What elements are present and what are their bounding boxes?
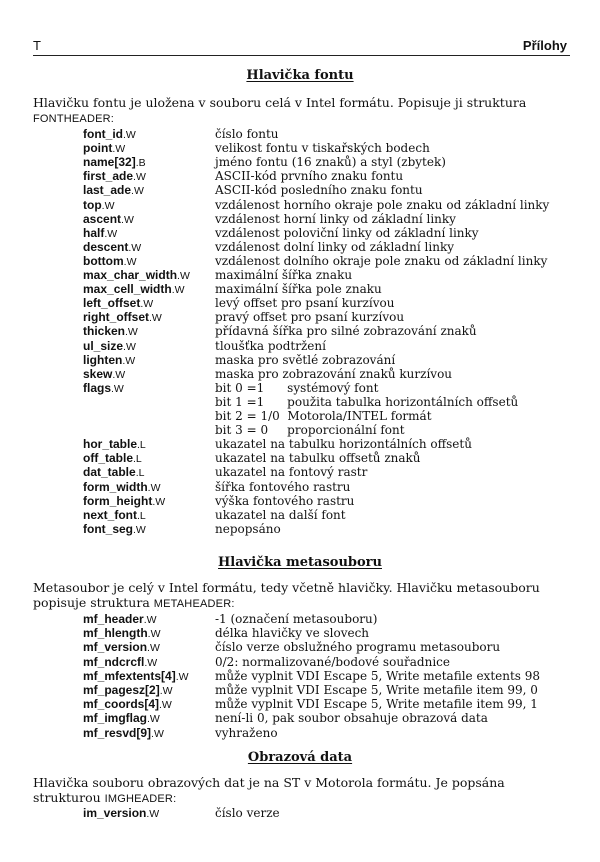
field-identifier: mf_header (83, 612, 144, 626)
field-row (0, 339, 600, 353)
field-name (83, 451, 142, 466)
field-row (0, 395, 600, 409)
field-description: číslo verze (215, 806, 280, 820)
field-identifier: im_version (83, 806, 147, 820)
field-row (0, 522, 600, 536)
field-type: .W (151, 727, 164, 740)
field-description: není-li 0, pak soubor obsahuje obrazová data (215, 711, 488, 726)
field-row (0, 240, 600, 254)
field-type: .W (147, 481, 161, 494)
field-description: vzdálenost horního okraje pole znaku od základní linky (215, 197, 550, 212)
field-row (0, 465, 600, 479)
field-identifier: mf_resvd[9] (83, 725, 152, 740)
running-header-letter: T (33, 38, 41, 53)
field-identifier: mf_mfextents[4] (83, 668, 176, 683)
field-identifier: right_offset (83, 310, 149, 325)
field-name (83, 480, 161, 495)
field-name (83, 310, 162, 325)
field-name (83, 169, 146, 184)
field-type: .W (131, 185, 144, 198)
field-name (83, 367, 125, 382)
field-row (0, 127, 600, 141)
field-identifier: font_seg (83, 521, 134, 536)
field-identifier: font_id (83, 127, 123, 141)
field-description: délka hlavičky ve slovech (215, 626, 370, 641)
field-identifier: form_width (83, 479, 148, 494)
field-type: .W (112, 368, 126, 381)
field-row (0, 612, 600, 626)
field-type: .W (147, 642, 160, 655)
field-name (83, 697, 172, 712)
field-row (0, 508, 600, 522)
field-name (83, 183, 144, 198)
field-row (0, 155, 600, 169)
running-header-section: Přílohy (522, 38, 567, 53)
field-type: .W (177, 270, 190, 282)
field-name (83, 640, 160, 655)
field-name (83, 711, 160, 726)
image-data-intro-line2: strukturou (33, 789, 101, 805)
field-description: může vyplnit VDI Escape 5, Write metafile extents 98 (215, 668, 541, 683)
field-row (0, 310, 600, 324)
image-data-intro (33, 776, 578, 806)
field-type: .W (123, 129, 136, 141)
font-header-intro-line1: Hlavičku fontu je uložena v souboru celá v Intel formátu. Popisuje ji struktura (33, 95, 527, 110)
field-name (83, 683, 173, 698)
field-row (0, 212, 600, 226)
field-type: .W (140, 298, 154, 311)
field-type: .W (128, 241, 142, 254)
field-description: může vyplnit VDI Escape 5, Write metafile item 99, 0 (215, 683, 538, 697)
field-description: levý offset pro psaní kurzívou (215, 296, 395, 311)
field-description: maska pro světlé zobrazování (215, 352, 396, 367)
field-type: .W (121, 213, 134, 226)
field-row (0, 640, 600, 654)
section-title-image-data: Obrazová data (247, 750, 353, 765)
field-description: tloušťka podtržení (215, 338, 326, 353)
field-type: .W (125, 326, 138, 339)
field-name (83, 339, 136, 354)
field-description: bit 1 =1 použita tabulka horizontálních offsetů (215, 394, 519, 409)
field-row (0, 268, 600, 282)
field-description: jméno fontu (16 znaků) a styl (zbytek) (215, 155, 446, 170)
field-name (83, 612, 157, 627)
field-name (83, 155, 146, 170)
field-description: šířka fontového rastru (215, 479, 351, 494)
field-identifier: mf_hlength (83, 626, 148, 641)
header-rule (33, 55, 570, 56)
field-description: ukazatel na tabulku horizontálních offsetů (215, 437, 472, 452)
field-identifier: max_char_width (83, 268, 178, 282)
field-type: .W (147, 628, 161, 641)
meta-header-intro-line1: Metasoubor je celý v Intel formátu, tedy včetně hlavičky. Hlavičku metasouboru (33, 580, 540, 595)
field-type: .W (133, 523, 146, 536)
field-identifier: mf_pagesz[2] (83, 683, 160, 697)
field-identifier: mf_coords[4] (83, 697, 160, 712)
field-type: .W (159, 699, 172, 712)
field-identifier: dat_table (83, 465, 136, 480)
field-type: .W (144, 656, 158, 669)
field-identifier: max_cell_width (83, 282, 172, 297)
field-type: .W (175, 670, 189, 683)
field-description: vyhraženo (215, 725, 278, 740)
meta-header-struct-name: METAHEADER: (153, 597, 235, 610)
field-name (83, 324, 138, 339)
field-row (0, 226, 600, 240)
field-description: bit 3 = 0 proporcionální font (215, 423, 405, 438)
field-name (83, 353, 135, 368)
field-row (0, 494, 600, 508)
field-name (83, 381, 124, 396)
field-type: .W (112, 143, 126, 156)
field-description: ASCII-kód posledního znaku fontu (215, 183, 423, 198)
field-type: .W (143, 614, 157, 626)
field-identifier: bottom (83, 253, 124, 268)
field-type: .W (152, 495, 166, 508)
field-description: bit 0 =1 systémový font (215, 380, 379, 395)
field-description: pravý offset pro psaní kurzívou (215, 310, 405, 325)
field-type: .L (133, 453, 142, 466)
field-identifier: mf_version (83, 640, 148, 655)
field-row (0, 726, 600, 740)
field-identifier: lighten (83, 352, 123, 367)
meta-header-intro (33, 581, 578, 611)
field-type: .W (149, 312, 162, 325)
field-name (83, 240, 141, 255)
field-type: .W (159, 685, 173, 697)
field-type: .W (133, 171, 146, 184)
field-name (83, 226, 117, 241)
field-type: .L (137, 509, 146, 522)
field-identifier: flags (83, 380, 112, 395)
field-row (0, 697, 600, 711)
field-description: ukazatel na další font (215, 507, 346, 522)
field-type: .W (123, 340, 136, 353)
field-type: .W (101, 199, 115, 212)
field-name (83, 254, 136, 269)
field-description: maximální šířka znaku (215, 268, 353, 282)
field-description: velikost fontu v tiskařských bodech (215, 141, 430, 156)
field-identifier: ul_size (83, 338, 124, 353)
field-name (83, 494, 165, 509)
field-identifier: left_offset (83, 296, 141, 311)
field-name (83, 669, 189, 684)
field-identifier: mf_ndcrcfl (83, 654, 145, 669)
field-description: výška fontového rastru (215, 493, 355, 508)
field-identifier: off_table (83, 451, 134, 466)
field-row (0, 353, 600, 367)
field-row (0, 296, 600, 310)
field-identifier: last_ade (83, 183, 132, 198)
field-type: .W (111, 382, 124, 395)
font-header-struct-name: FONTHEADER: (33, 112, 115, 125)
field-identifier: mf_imgflag (83, 711, 148, 726)
field-row (0, 669, 600, 683)
field-description: vzdálenost poloviční linky od základní linky (215, 225, 479, 240)
field-row (0, 183, 600, 197)
field-description: číslo fontu (215, 127, 279, 141)
field-name (83, 726, 164, 741)
field-type: .W (146, 808, 160, 820)
field-type: .W (122, 354, 136, 367)
field-row (0, 324, 600, 338)
section-title-meta-header: Hlavička metasouboru (218, 555, 382, 570)
field-identifier: half (83, 225, 105, 240)
field-row (0, 409, 600, 423)
image-data-intro-line1: Hlavička souboru obrazových dat je na ST v Motorola formátu. Je popsána (33, 775, 505, 790)
field-name (83, 198, 114, 213)
field-description: číslo verze obslužného programu metasouboru (215, 640, 501, 655)
field-row (0, 169, 600, 183)
field-description: ASCII-kód prvního znaku fontu (215, 169, 404, 184)
meta-header-intro-line2: popisuje struktura (33, 594, 150, 610)
field-type: .W (147, 713, 160, 726)
field-identifier: next_font (83, 507, 137, 522)
image-data-struct-name: IMGHEADER: (104, 792, 177, 805)
field-type: .W (171, 284, 185, 297)
field-name (83, 522, 146, 537)
field-row (0, 806, 600, 820)
field-name (83, 626, 161, 641)
field-description: ukazatel na fontový rastr (215, 465, 368, 480)
section-title-font-header: Hlavička fontu (246, 68, 354, 83)
field-row (0, 711, 600, 725)
field-identifier: top (83, 197, 102, 212)
field-identifier: name[32] (83, 155, 136, 170)
field-name (83, 655, 157, 670)
field-description: vzdálenost horní linky od základní linky (215, 211, 456, 226)
field-description: 0/2: normalizované/bodové souřadnice (215, 654, 451, 669)
field-row (0, 381, 600, 395)
field-identifier: skew (83, 366, 113, 381)
field-row (0, 437, 600, 451)
field-description: přídavná šířka pro silné zobrazování znaků (215, 324, 477, 339)
field-description: nepopsáno (215, 521, 281, 536)
field-row (0, 254, 600, 268)
field-identifier: first_ade (83, 169, 134, 184)
field-name (83, 465, 144, 480)
field-name (83, 806, 159, 821)
field-row (0, 655, 600, 669)
field-type: .L (137, 439, 146, 452)
field-name (83, 508, 146, 523)
field-row (0, 282, 600, 296)
field-description: maximální šířka pole znaku (215, 282, 382, 297)
field-identifier: thicken (83, 324, 126, 339)
field-row (0, 683, 600, 697)
field-row (0, 198, 600, 212)
field-identifier: descent (83, 239, 129, 254)
font-header-intro (33, 96, 578, 126)
field-identifier: hor_table (83, 437, 138, 452)
field-type: .W (104, 227, 118, 240)
field-row (0, 480, 600, 494)
field-description: ukazatel na tabulku offsetů znaků (215, 451, 421, 466)
field-description: může vyplnit VDI Escape 5, Write metafile item 99, 1 (215, 697, 538, 712)
field-name (83, 282, 185, 297)
field-name (83, 296, 153, 311)
field-name (83, 141, 125, 156)
field-name (83, 268, 190, 283)
field-name (83, 437, 146, 452)
field-description: -1 (označení metasouboru) (215, 612, 378, 626)
field-description: bit 2 = 1/0 Motorola/INTEL formát (215, 409, 432, 423)
field-row (0, 451, 600, 465)
field-row (0, 367, 600, 381)
field-identifier: form_height (83, 493, 153, 508)
field-type: .B (135, 157, 146, 170)
field-row (0, 141, 600, 155)
field-description: maska pro zobrazování znaků kurzívou (215, 366, 453, 381)
field-identifier: ascent (83, 211, 122, 226)
field-row (0, 626, 600, 640)
field-type: .W (123, 255, 137, 268)
field-name (83, 212, 134, 227)
field-description: vzdálenost dolního okraje pole znaku od základní linky (215, 253, 548, 268)
field-type: .L (135, 467, 145, 480)
field-name (83, 127, 136, 142)
field-description: vzdálenost dolní linky od základní linky (215, 239, 454, 254)
field-identifier: point (83, 141, 113, 156)
field-row (0, 423, 600, 437)
